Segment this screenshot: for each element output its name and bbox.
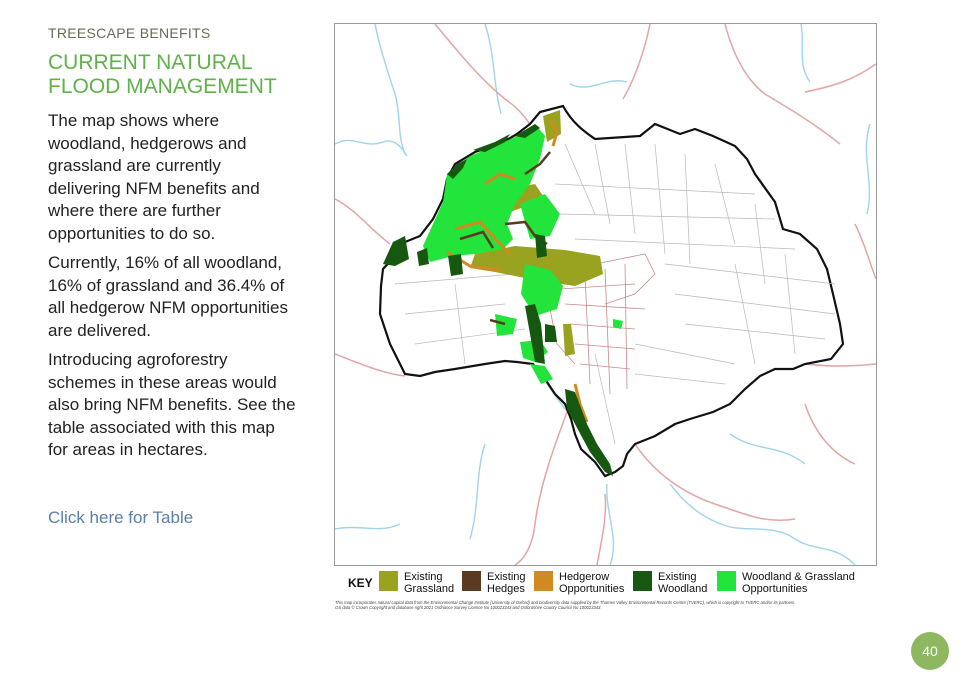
key-label-line1: Existing (404, 571, 443, 583)
key-label-line2: Grassland (404, 583, 455, 595)
map-key (348, 570, 878, 598)
credit-line-1: This map incorporates natural capital data from the Environmental Change Institute (University of Oxford) and biodiversity data supplied by the Thames Valley Environmental Records Centre (TVERC), which is copyright to TVERC and/or its partners. (335, 600, 796, 605)
title-line-1: CURRENT NATURAL (48, 51, 253, 74)
key-label-line1: Woodland & Grassland (742, 571, 855, 583)
body-paragraph-1: The map shows where woodland, hedgerows and grassland are currently delivering NFM benefits and where there are further opportunities to do so. (48, 111, 260, 243)
page-number-badge: 40 (911, 632, 949, 670)
key-title: KEY (348, 576, 373, 590)
swatch-existing-grassland (379, 571, 398, 591)
body-paragraph-2: Currently, 16% of all woodland, 16% of grassland and 36.4% of all hedgerow NFM opportunities are delivered. (48, 253, 289, 340)
key-label-line2: Opportunities (742, 583, 808, 595)
key-label-line2: Woodland (658, 583, 708, 595)
swatch-hedgerow-opportunities (534, 571, 553, 591)
key-label-line2: Opportunities (559, 583, 625, 595)
map-credit (335, 600, 875, 610)
key-label-line1: Hedgerow (559, 571, 610, 583)
section-eyebrow: TREESCAPE BENEFITS (48, 25, 211, 41)
area-boundary (380, 106, 843, 476)
key-label-line1: Existing (658, 571, 697, 583)
title-line-2: FLOOD MANAGEMENT (48, 75, 277, 98)
map-canvas (335, 24, 876, 565)
swatch-woodland-grassland-opportunities (717, 571, 736, 591)
page-title (48, 51, 308, 99)
key-label-line1: Existing (487, 571, 526, 583)
key-label-line2: Hedges (487, 583, 525, 595)
swatch-existing-hedges (462, 571, 481, 591)
nfm-map (334, 23, 877, 566)
body-paragraph-3: Introducing agroforestry schemes in these areas would also bring NFM benefits. See the table associated with this map for areas in hectares. (48, 350, 296, 459)
swatch-existing-woodland (633, 571, 652, 591)
credit-line-2: OS data © Crown Copyright and database right 2021 Ordnance Survey Licence No 100023343 and Oxfordshire County Council No 100023343 (335, 605, 601, 610)
body-copy (48, 110, 298, 469)
table-link[interactable]: Click here for Table (48, 508, 194, 527)
